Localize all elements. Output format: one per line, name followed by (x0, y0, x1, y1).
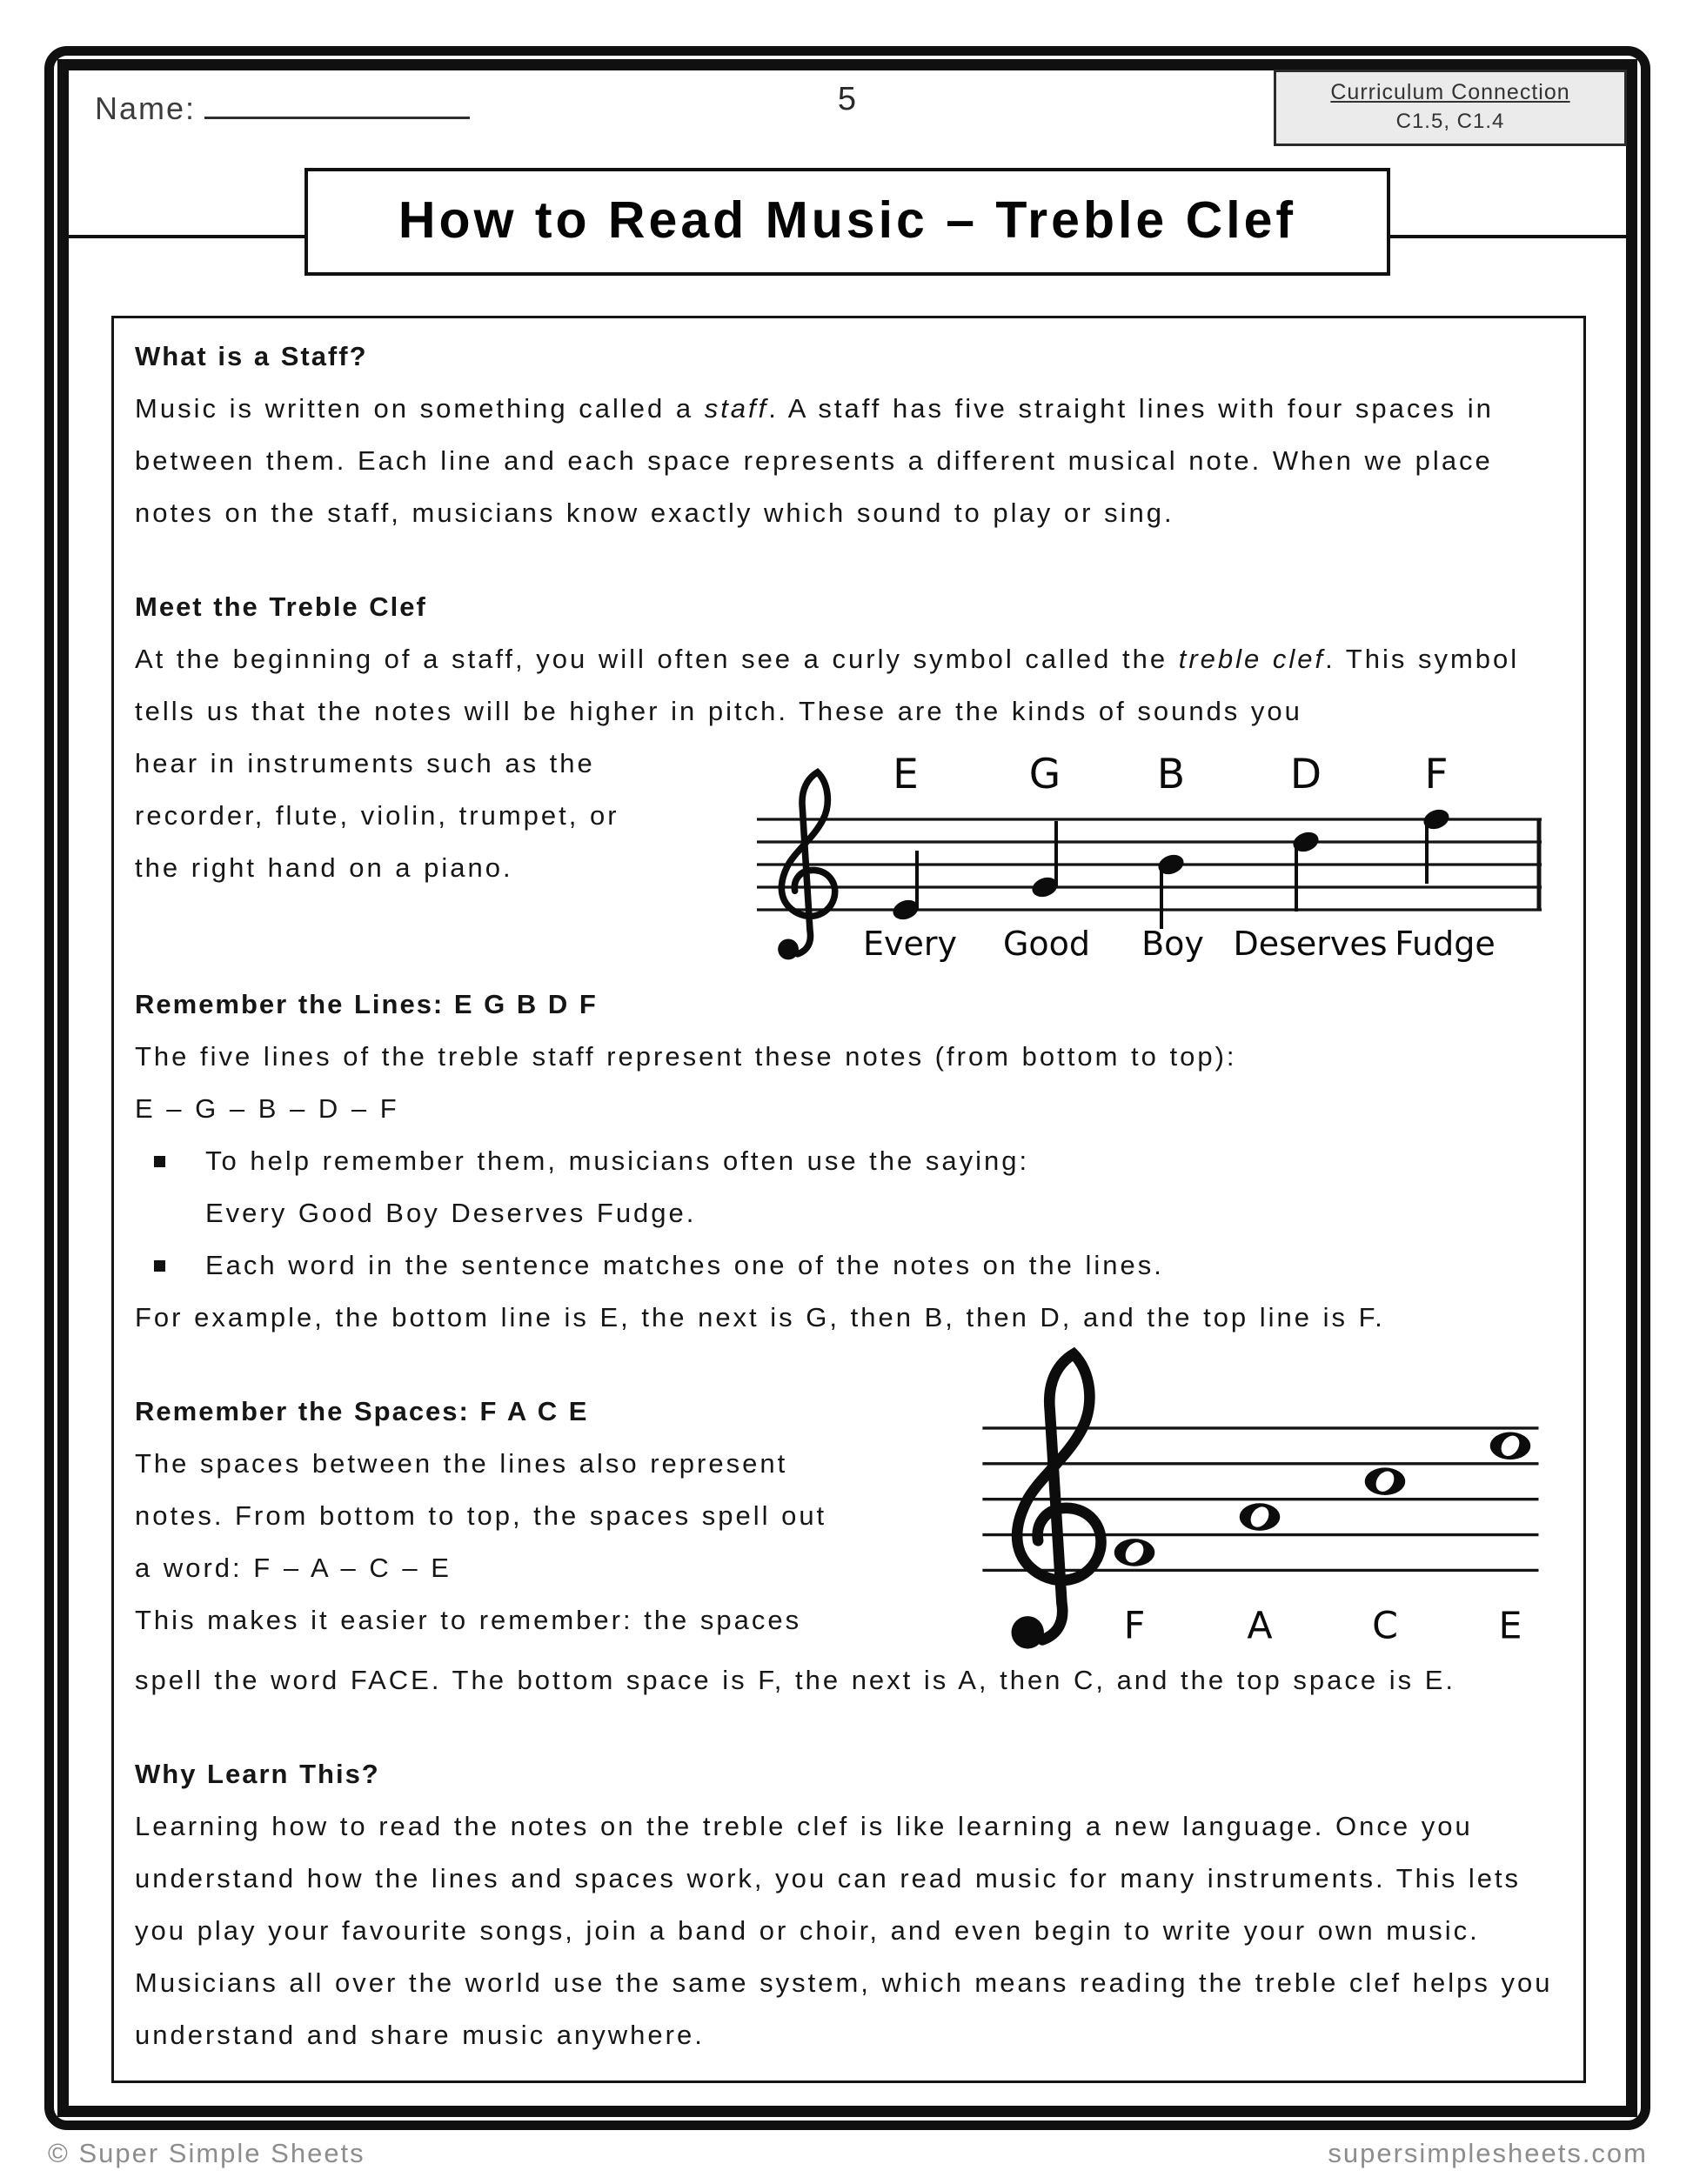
page-number: 5 (837, 81, 858, 117)
section-heading-spaces: Remember the Spaces: F A C E (135, 1396, 589, 1426)
section-heading-treble: Meet the Treble Clef (135, 591, 427, 622)
square-bullet-icon (154, 1156, 165, 1167)
note-letter: E (893, 751, 919, 798)
footer-copyright: © Super Simple Sheets (48, 2138, 365, 2168)
note-whole-F (1114, 1539, 1154, 1566)
staff-paragraph-end: . A staff has five straight lines with four spaces in between them. Each line and each space represents a different musical note. When we place notes on the staff, musicians know exactly which sound to play or sing. (135, 393, 1494, 528)
lyric-word: Boy (1141, 925, 1204, 963)
page-title: How to Read Music – Treble Clef (398, 191, 1297, 249)
treble-italic-term: treble clef (1178, 644, 1326, 674)
note-quarter-B (1155, 852, 1186, 929)
staff-paragraph (135, 383, 1563, 539)
note-whole-C (1365, 1467, 1405, 1495)
treble-wrap-line: recorder, flute, violin, trumpet, or (135, 800, 619, 831)
treble-wrap-line: hear in instruments such as the (135, 748, 595, 778)
why-paragraph: Learning how to read the notes on the treble clef is like learning a new language. Once you understand how the lines and spaces work, you can read music for many instruments. This lets you play your favourite songs, join a band or choir, and even begin to write your own music. Musicians all over the world use the same system, which means reading the treble clef helps you understand and share music anywhere. (135, 1811, 1553, 2050)
note-quarter-F (1421, 806, 1451, 884)
section-remember-spaces (135, 1386, 1563, 1706)
spaces-wrap-line: notes. From bottom to top, the spaces spell out (135, 1500, 827, 1531)
note-letter: A (1247, 1604, 1273, 1648)
note-quarter-D (1290, 829, 1321, 912)
note-letter: B (1156, 751, 1186, 798)
note-letter: C (1372, 1604, 1398, 1648)
face-note-letters (1124, 1604, 1522, 1647)
lyric-word: Every (863, 925, 957, 963)
section-heading-staff: What is a Staff? (135, 341, 368, 371)
lines-example: For example, the bottom line is E, the next is G, then B, then D, and the top line is F. (135, 1302, 1385, 1332)
lyric-word: Good (1002, 925, 1091, 963)
content-box (111, 316, 1586, 2083)
name-row (95, 90, 470, 127)
bullet-continuation: Every Good Boy Deserves Fudge. (205, 1198, 697, 1228)
page-frame-outer (44, 46, 1650, 2130)
treble-paragraph-start: At the beginning of a staff, you will often see a curly symbol called the (135, 644, 1179, 674)
lines-sequence: E – G – B – D – F (135, 1093, 399, 1124)
curriculum-connection-box (1274, 70, 1627, 146)
staff-italic-term: staff (704, 393, 769, 424)
note-letter: E (1498, 1604, 1522, 1648)
section-heading-lines: Remember the Lines: E G B D F (135, 989, 598, 1019)
bullet-text: To help remember them, musicians often use the saying: (205, 1145, 1030, 1176)
staff-paragraph-start: Music is written on something called a (135, 393, 705, 424)
treble-clef-icon (1011, 1354, 1101, 1649)
bullet-item (135, 1239, 1563, 1292)
spaces-wrap-line: a word: F – A – C – E (135, 1553, 452, 1583)
egbdf-staff-figure (745, 750, 1554, 963)
spaces-wrap-line: The spaces between the lines also represent (135, 1448, 788, 1479)
section-heading-why: Why Learn This? (135, 1759, 380, 1789)
square-bullet-icon (154, 1260, 165, 1272)
treble-paragraph (135, 633, 1563, 738)
note-letter: F (1424, 751, 1449, 798)
treble-wrap-text (135, 738, 696, 894)
section-remember-lines (135, 978, 1563, 1344)
curriculum-codes: C1.5, C1.4 (1395, 110, 1505, 133)
section-what-is-a-staff (135, 331, 1563, 539)
lyric-word: Deserves (1233, 925, 1388, 963)
spaces-wrap-text (135, 1386, 922, 1646)
name-label: Name: (95, 90, 197, 126)
egbdf-note-letters (893, 751, 1448, 798)
section-meet-treble-clef (135, 581, 1563, 963)
note-letter: D (1289, 751, 1322, 798)
lines-intro: The five lines of the treble staff represent these notes (from bottom to top): (135, 1041, 1237, 1072)
footer-website: supersimplesheets.com (1328, 2138, 1648, 2168)
lyric-word: Fudge (1395, 925, 1496, 963)
section-why-learn (135, 1748, 1563, 2061)
note-letter: G (1028, 751, 1061, 798)
bullet-item (135, 1135, 1563, 1187)
bullet-text: Each word in the sentence matches one of the notes on the lines. (205, 1250, 1164, 1280)
treble-paragraph-end: . This symbol tells us that the notes will be higher in pitch. These are the kinds of sounds you (135, 644, 1520, 726)
spaces-wrap-line: This makes it easier to remember: the spaces (135, 1605, 802, 1635)
note-letter: F (1123, 1604, 1146, 1648)
page-frame-inner (57, 59, 1637, 2117)
title-box (304, 168, 1390, 276)
note-whole-E (1490, 1433, 1530, 1460)
egbdf-lyric-words (863, 925, 1496, 963)
face-staff-figure (973, 1347, 1547, 1654)
staff-lines (757, 819, 1542, 910)
note-quarter-G (1029, 821, 1060, 900)
curriculum-title: Curriculum Connection (1330, 80, 1570, 104)
name-input-line (204, 90, 470, 119)
treble-wrap-line: the right hand on a piano. (135, 852, 513, 883)
spaces-closing-line: spell the word FACE. The bottom space is F, the next is A, then C, and the top space is E. (135, 1665, 1456, 1695)
note-whole-A (1240, 1503, 1280, 1531)
